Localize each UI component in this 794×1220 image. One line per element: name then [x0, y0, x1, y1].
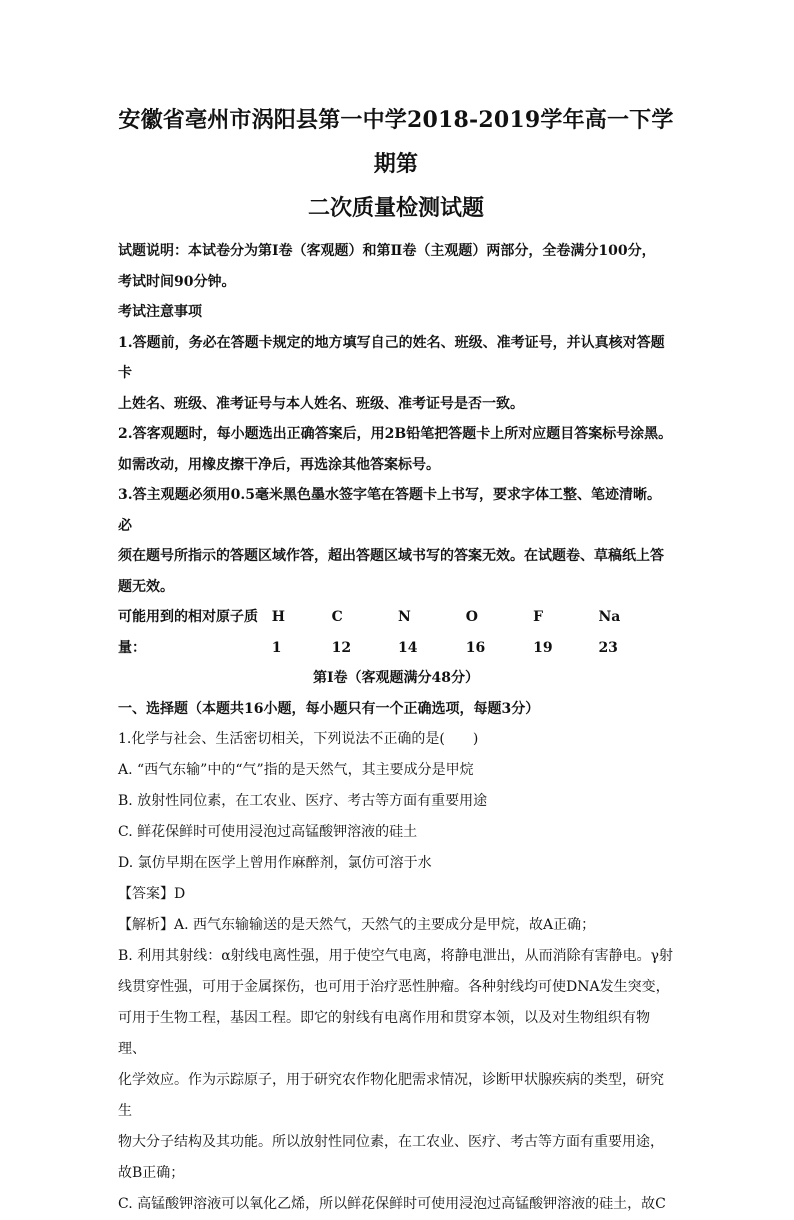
- atomic-mass-f: F 19: [533, 609, 553, 656]
- atomic-mass-c: C 12: [331, 609, 352, 656]
- question-1-stem: 1.化学与社会、生活密切相关，下列说法不正确的是( ): [118, 731, 479, 747]
- intro-line-2: 考试时间90分钟。: [118, 273, 236, 290]
- notice-3-line-2: 须在题号所指示的答题区域作答，超出答题区域书写的答案无效。在试题卷、草稿纸上答: [118, 548, 664, 564]
- notice-3-line-3: 题无效。: [118, 578, 174, 595]
- analysis-line-4: 可用于生物工程，基因工程。即它的射线有电离作用和贯穿本领，以及对生物组织有物理、: [118, 1010, 650, 1057]
- analysis-line-8: C. 高锰酸钾溶液可以氧化乙烯，所以鲜花保鲜时可使用浸泡过高锰酸钾溶液的硅土，故C: [118, 1196, 666, 1212]
- notice-3-line-1: 3.答主观题必须用0.5毫米黑色墨水签字笔在答题卡上书写，要求字体工整、笔迹清晰。必: [118, 487, 661, 534]
- atomic-masses-line: [118, 602, 674, 663]
- atomic-masses-label: 可能用到的相对原子质量：: [118, 609, 258, 656]
- analysis-line-2: B. 利用其射线：α射线电离性强，用于使空气电离，将静电泄出，从而消除有害静电。γ射: [118, 948, 674, 964]
- atomic-mass-h: H 1: [271, 609, 286, 656]
- answer-line: 【答案】D: [118, 886, 186, 902]
- analysis-line-1: 【解析】A. 西气东输输送的是天然气，天然气的主要成分是甲烷，故A正确；: [118, 917, 596, 933]
- notice-heading: 考试注意事项: [118, 304, 202, 320]
- atomic-mass-n: N 14: [397, 609, 418, 656]
- section-1-heading: 一、选择题（本题共16小题，每小题只有一个正确选项，每题3分）: [118, 700, 540, 717]
- question-1-option-d: D. 氯仿早期在医学上曾用作麻醉剂，氯仿可溶于水: [118, 855, 432, 871]
- document-title-line-2: 二次质量检测试题: [307, 195, 484, 221]
- question-1-option-a: A. “西气东输”中的“气”指的是天然气，其主要成分是甲烷: [118, 762, 474, 778]
- intro-line-1: 试题说明：本试卷分为第Ⅰ卷（客观题）和第Ⅱ卷（主观题）两部分，全卷满分100分，: [118, 243, 656, 259]
- analysis-line-3: 线贯穿性强，可用于金属探伤，也可用于治疗恶性肿瘤。各种射线均可使DNA发生突变，: [118, 979, 670, 995]
- notice-2-line-1: 2.答客观题时，每小题选出正确答案后，用2B铅笔把答题卡上所对应题目答案标号涂黑。: [118, 426, 673, 442]
- analysis-line-6: 物大分子结构及其功能。所以放射性同位素，在工农业、医疗、考古等方面有重要用途，: [118, 1134, 664, 1150]
- question-1-option-b: B. 放射性同位素，在工农业、医疗、考古等方面有重要用途: [118, 793, 488, 809]
- notice-1-line-2: 上姓名、班级、准考证号与本人姓名、班级、准考证号是否一致。: [118, 395, 524, 412]
- question-1-option-c: C. 鲜花保鲜时可使用浸泡过高锰酸钾溶液的硅土: [118, 824, 418, 840]
- notice-1-line-1: 1.答题前，务必在答题卡规定的地方填写自己的姓名、班级、准考证号，并认真核对答题卡: [118, 334, 665, 381]
- part-1-heading: 第Ⅰ卷（客观题满分48分）: [312, 670, 480, 686]
- atomic-mass-o: O 16: [465, 609, 486, 656]
- analysis-line-7: 故B正确；: [118, 1165, 185, 1181]
- atomic-mass-na: Na 23: [598, 609, 621, 656]
- notice-2-line-2: 如需改动，用橡皮擦干净后，再选涂其他答案标号。: [118, 456, 440, 473]
- document-title-line-1: 安徽省亳州市涡阳县第一中学2018-2019学年高一下学期第: [118, 107, 674, 177]
- analysis-line-5: 化学效应。作为示踪原子，用于研究农作物化肥需求情况，诊断甲状腺疾病的类型，研究生: [118, 1072, 664, 1119]
